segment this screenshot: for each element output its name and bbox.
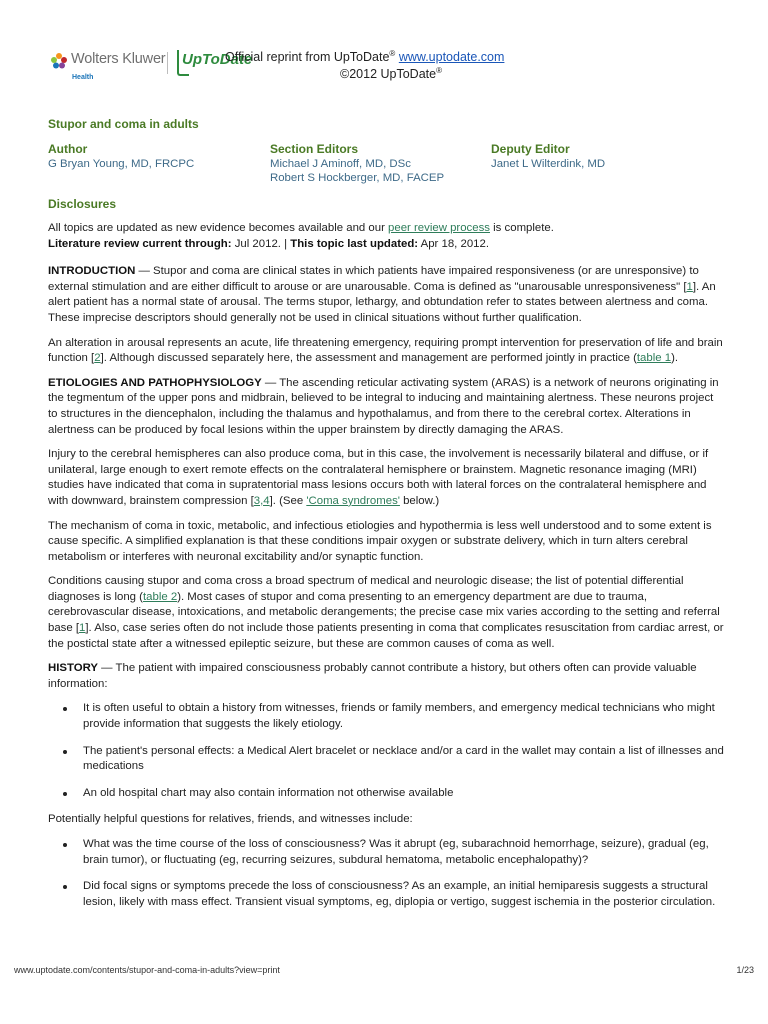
- text: — The patient with impaired consciousness probably cannot contribute a history, but others often can provide valuable information:: [48, 662, 697, 690]
- literature-review-label: Literature review current through:: [48, 237, 232, 250]
- reference-link[interactable]: 1: [686, 280, 693, 293]
- table-1-link[interactable]: table 1: [636, 352, 672, 365]
- list-item: Did focal signs or symptoms precede the loss of consciousness? As an example, an initial hemiparesis suggests a structural lesion, likely with mass effect. Transient visual symptoms, eg, diplopia or vertigo, suggest ischemia in the posterior circulation.: [48, 879, 724, 910]
- list-item: An old hospital chart may also contain information not otherwise available: [48, 786, 724, 802]
- header-divider: [167, 52, 168, 74]
- reprint-text: Official reprint from UpToDate: [225, 50, 390, 64]
- intro-paragraph: [48, 264, 724, 326]
- article-body: [48, 221, 724, 921]
- text: ]. An alert patient has a normal state of arousal. The terms stupor, lethargy, and obtundation refer to states between alertness and coma. These imprecise descriptors should generally not be used in clinical situations without further qualification.: [48, 280, 716, 324]
- deputy-editor-name: Janet L Wilterdink, MD: [491, 158, 606, 170]
- text: — Stupor and coma are clinical states in which patients have impaired responsiveness (or are unresponsive) to external stimulation and are either difficult to arouse or are unarousable. Coma is defined as "unarousable unresponsiveness" [: [48, 265, 699, 293]
- page-header: [0, 0, 768, 100]
- footer-url: www.uptodate.com/contents/stupor-and-coma-in-adults?view=print: [14, 965, 280, 975]
- history-heading: HISTORY: [48, 662, 99, 675]
- author-heading: Author: [48, 142, 88, 156]
- reference-link[interactable]: 2: [94, 352, 101, 365]
- deputy-editor-column: [491, 142, 605, 171]
- history-paragraph: [48, 661, 724, 692]
- section-editors-heading: Section Editors: [270, 142, 359, 156]
- wolters-kluwer-logo: [50, 50, 166, 81]
- text: ]. Although discussed separately here, the assessment and management are performed jointly in practice (: [100, 352, 637, 365]
- paragraph: [48, 447, 724, 509]
- coma-syndromes-link[interactable]: 'Coma syndromes': [306, 494, 400, 507]
- history-sources-list: [48, 701, 724, 801]
- uptodate-link[interactable]: www.uptodate.com: [398, 50, 505, 64]
- paragraph: The mechanism of coma in toxic, metabolic, and infectious etiologies and hypothermia is less well understood and to some extent is cause specific. A simplified explanation is that these conditions impair oxygen or substrate delivery, which in turn alters cerebral metabolism or interferes with neuronal excitability and/or synaptic function.: [48, 519, 712, 563]
- page-number: 1/23: [736, 965, 754, 975]
- copyright-notice: [340, 67, 442, 83]
- etiologies-heading: ETIOLOGIES AND PATHOPHYSIOLOGY: [48, 376, 262, 389]
- authors-block: [48, 142, 748, 186]
- history-questions-list: [48, 837, 724, 910]
- wolters-kluwer-name: Wolters Kluwer: [71, 51, 166, 67]
- wolters-kluwer-health: Health: [72, 74, 94, 81]
- update-notice: [48, 221, 724, 252]
- paragraph: Potentially helpful questions for relatives, friends, and witnesses include:: [48, 813, 413, 826]
- author-name: G Bryan Young, MD, FRCPC: [48, 158, 195, 170]
- text: ]. Also, case series often do not include those patients presenting in coma that complicates resuscitation from cardiac arrest, or the postictal state after a witnessed epileptic seizure, but these are common causes of coma as well.: [48, 622, 724, 650]
- text: ).: [671, 352, 679, 365]
- list-item: The patient's personal effects: a Medical Alert bracelet or necklace and/or a card in the wallet may contain a list of illnesses and medications: [48, 744, 724, 775]
- peer-review-link[interactable]: peer review process: [388, 222, 490, 234]
- disclosures-link[interactable]: Disclosures: [48, 197, 117, 211]
- text: Injury to the cerebral hemispheres can also produce coma, but in this case, the involvement is necessarily bilateral and diffuse, or if unilateral, large enough to exert remote effects on the contralateral hemisphere or brainstem. Magnetic resonance imaging (MRI) studies have indicated that coma in supratentorial mass lesions occurs both with lateral forces on the contralateral hemisphere and with downward, brainstem compression [: [48, 448, 709, 507]
- reference-link[interactable]: 3,4: [253, 494, 270, 507]
- list-item: What was the time course of the loss of consciousness? Was it abrupt (eg, subarachnoid hemorrhage, seizure), gradual (eg, brain tumor), or fluctuating (eg, recurring seizures, subdural hematoma, metabolic encephalopathy)?: [48, 837, 724, 868]
- section-editor-name: Robert S Hockberger, MD, FACEP: [270, 172, 445, 184]
- registered-mark: ®: [389, 48, 396, 58]
- literature-review-date: Jul 2012. |: [231, 237, 291, 250]
- paragraph: [48, 336, 724, 367]
- etiologies-paragraph: [48, 376, 724, 438]
- text: below.): [399, 494, 440, 507]
- article-title: Stupor and coma in adults: [48, 117, 199, 131]
- text: — The ascending reticular activating system (ARAS) is a network of neurons originating in the tegmentum of the upper pons and midbrain, believed to be integral to inducing and maintaining alertness. These neurons project to structures in the diencephalon, including the thalamus and hypothalamus, and from there to the cerebral cortex. Alterations in alertness can be produced by focal lesions within the upper brainstem by directly damaging the ARAS.: [48, 376, 719, 436]
- text: ]. (See: [269, 494, 307, 507]
- introduction-heading: INTRODUCTION: [48, 265, 136, 278]
- section-editor-name: Michael J Aminoff, MD, DSc: [270, 158, 411, 170]
- update-text: All topics are updated as new evidence becomes available and our: [48, 222, 389, 234]
- list-item: It is often useful to obtain a history from witnesses, friends or family members, and emergency medical technicians who might provide information that suggests the likely etiology.: [48, 701, 724, 732]
- reference-link[interactable]: 1: [79, 622, 86, 635]
- text: An alteration in arousal represents an acute, life threatening emergency, requiring prompt intervention for preservation of life and brain function [: [48, 336, 723, 365]
- text: Conditions causing stupor and coma cross a broad spectrum of medical and neurologic disease; the list of potential differential diagnoses is long (: [48, 575, 684, 603]
- reprint-notice: [225, 50, 504, 66]
- author-column: [48, 142, 194, 171]
- paragraph: [48, 574, 724, 652]
- deputy-editor-heading: Deputy Editor: [491, 142, 570, 156]
- last-updated-date: Apr 18, 2012.: [418, 237, 490, 250]
- wolters-kluwer-logo-icon: [50, 52, 68, 70]
- uptodate-logo-text: UpToDate: [182, 51, 253, 68]
- copyright-text: ©2012 UpToDate: [340, 67, 437, 81]
- update-text-end: is complete.: [489, 222, 554, 234]
- copyright-registered-mark: ®: [436, 65, 442, 75]
- last-updated-label: This topic last updated:: [290, 237, 419, 250]
- text: ). Most cases of stupor and coma presenting to an emergency department are due to trauma, cerebrovascular disease, intoxications, and metabolic derangements; the precise case mix varies according to the setting and referral base [: [48, 590, 720, 635]
- table-2-link[interactable]: table 2: [142, 590, 178, 603]
- section-editors-column: [270, 142, 444, 185]
